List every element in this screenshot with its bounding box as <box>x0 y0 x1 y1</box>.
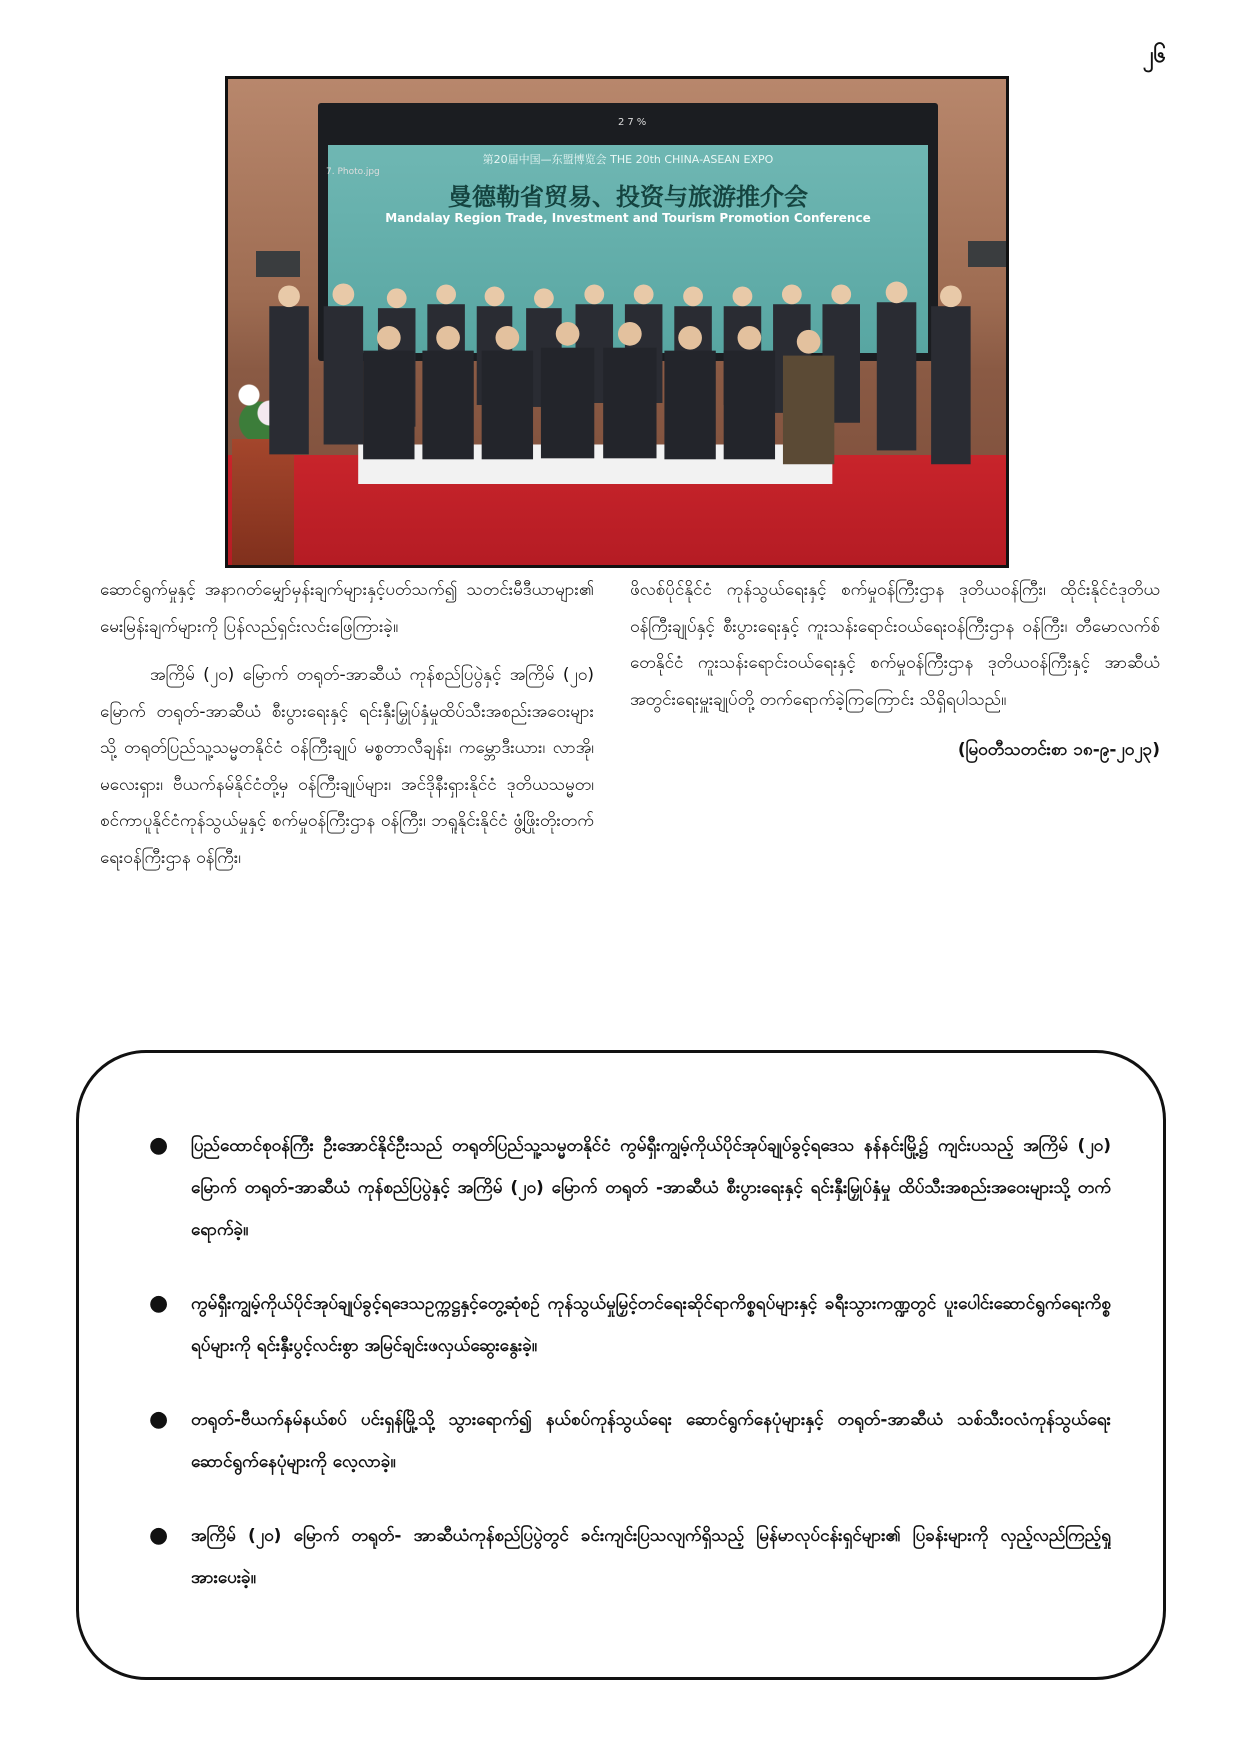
conference-title-cn: 曼德勒省贸易、投资与旅游推介会 <box>448 183 808 211</box>
seated-person <box>724 351 775 460</box>
bullet-icon: ● <box>149 1133 169 1158</box>
seated-person <box>422 351 473 460</box>
summary-item-text: ပြည်ထောင်စုဝန်ကြီး ဦးအောင်နိုင်ဦးသည် တရုတ်ပြည်သူ့သမ္မတနိုင်ငံ ကွမ်ရှီးကျွမ့်ကိုယ်ပိုင်အုပ်ချုပ်ခွင့်ရဒေသ နန်နင်းမြို့၌ ကျင်းပသည့် အကြိမ် (၂၀) မြောက် တရုတ်-အာဆီယံ ကုန်စည်ပြပွဲနှင့် အကြိမ် (၂၀) မြောက် တရုတ် -အာဆီယံ စီးပွားရေးနှင့် ရင်းနှီးမြှုပ်နှံမှု ထိပ်သီးအစည်းအဝေးများသို့ တက်ရောက်ခဲ့။ <box>191 1136 1111 1240</box>
summary-item <box>149 1125 1111 1251</box>
article-column-right <box>630 572 1160 781</box>
standing-person <box>877 302 917 450</box>
viewer-zoom: 27% <box>618 117 650 128</box>
page-number: ၂၆ <box>1142 43 1166 68</box>
bullet-icon: ● <box>149 1407 169 1432</box>
article-source: (မြဝတီသတင်းစာ ၁၈-၉-၂၀၂၃) <box>957 740 1160 760</box>
delegation-group <box>228 79 1006 565</box>
article-paragraph: ဆောင်ရွက်မှုနှင့် အနာဂတ်မျှော်မှန်းချက်များနှင့်ပတ်သက်၍ သတင်းမီဒီယာများ၏ မေးမြန်းချက်များကို ပြန်လည်ရှင်းလင်းဖြေကြားခဲ့။ <box>100 580 594 637</box>
standing-person <box>324 306 364 444</box>
summary-list <box>149 1125 1111 1599</box>
standing-person <box>269 306 309 454</box>
summary-box <box>76 1050 1166 1680</box>
seated-person <box>541 348 594 459</box>
bullet-icon: ● <box>149 1291 169 1316</box>
seated-person <box>603 348 656 459</box>
article-column-left <box>100 572 594 888</box>
summary-item <box>149 1283 1111 1367</box>
seated-person <box>664 351 715 460</box>
conference-title-en: Mandalay Region Trade, Investment and Tourism Promotion Conference <box>385 211 871 225</box>
bullet-icon: ● <box>149 1523 169 1548</box>
summary-item-text: ကွမ်ရှီးကျွမ့်ကိုယ်ပိုင်အုပ်ချုပ်ခွင့်ရဒေသဥက္ကဋ္ဌနှင့်တွေ့ဆုံစဉ် ကုန်သွယ်မှုမြှင့်တင်ရေးဆိုင်ရာကိစ္စရပ်များနှင့် ခရီးသွားကဏ္ဍတွင် ပူးပေါင်းဆောင်ရွက်ရေးကိစ္စရပ်များကို ရင်းနှီးပွင့်လင်းစွာ အမြင်ချင်းဖလှယ်ဆွေးနွေးခဲ့။ <box>191 1294 1111 1356</box>
seated-person <box>363 351 414 460</box>
article-paragraph: အကြိမ် (၂၀) မြောက် တရုတ်-အာဆီယံ ကုန်စည်ပြပွဲနှင့် အကြိမ် (၂၀) မြောက် တရုတ်-အာဆီယံ စီးပွားရေးနှင့် ရင်းနှီးမြှုပ်နှံမှုထိပ်သီးအစည်းအဝေးများသို့ တရုတ်ပြည်သူ့သမ္မတနိုင်ငံ ဝန်ကြီးချုပ် မစ္စတာလီချန်း၊ ကမ္ဘောဒီးယား၊ လာအို၊ မလေးရှား၊ ဗီယက်နမ်နိုင်ငံတို့မှ ဝန်ကြီးချုပ်များ၊ အင်ဒိုနီးရှားနိုင်ငံ ဒုတိယသမ္မတ၊ စင်ကာပူနိုင်ငံကုန်သွယ်မှုနှင့် စက်မှုဝန်ကြီးဌာန ဝန်ကြီး၊ ဘရူနိုင်းနိုင်ငံ ဖွံ့ဖြိုးတိုးတက်ရေးဝန်ကြီးဌာန ဝန်ကြီး၊ <box>100 665 594 868</box>
standing-person <box>931 306 971 464</box>
event-photo <box>225 76 1009 568</box>
summary-item <box>149 1515 1111 1599</box>
seated-person <box>783 356 834 465</box>
summary-item-text: တရုတ်-ဗီယက်နမ်နယ်စပ် ပင်းရှန်မြို့သို့ သွားရောက်၍ နယ်စပ်ကုန်သွယ်ရေး ဆောင်ရွက်နေပုံများနှင့် တရုတ်-အာဆီယံ သစ်သီးဝလံကုန်သွယ်ရေး ဆောင်ရွက်နေပုံများကို လေ့လာခဲ့။ <box>191 1410 1111 1472</box>
article-paragraph: ဖိလစ်ပိုင်နိုင်ငံ ကုန်သွယ်ရေးနှင့် စက်မှုဝန်ကြီးဌာန ဒုတိယဝန်ကြီး၊ ထိုင်းနိုင်ငံဒုတိယဝန်ကြီးချုပ်နှင့် စီးပွားရေးနှင့် ကူးသန်းရောင်းဝယ်ရေးဝန်ကြီးဌာန ဝန်ကြီး၊ တီမောလက်စ်တေနိုင်ငံ ကူးသန်းရောင်းဝယ်ရေးနှင့် စက်မှုဝန်ကြီးဌာန ဒုတိယဝန်ကြီးနှင့် အာဆီယံအတွင်းရေးမှူးချုပ်တို့ တက်ရောက်ခဲ့ကြကြောင်း သိရှိရပါသည်။ <box>630 580 1160 710</box>
summary-item <box>149 1399 1111 1483</box>
seated-person <box>482 351 533 460</box>
expo-caption: 第20届中国—东盟博览会 THE 20th CHINA-ASEAN EXPO <box>482 153 774 166</box>
viewer-title: 7. Photo.jpg <box>326 167 380 177</box>
summary-item-text: အကြိမ် (၂၀) မြောက် တရုတ်- အာဆီယံကုန်စည်ပြပွဲတွင် ခင်းကျင်းပြသလျက်ရှိသည့် မြန်မာလုပ်ငန်းရှင်များ၏ ပြခန်းများကို လှည့်လည်ကြည့်ရှုအားပေးခဲ့။ <box>191 1526 1111 1588</box>
